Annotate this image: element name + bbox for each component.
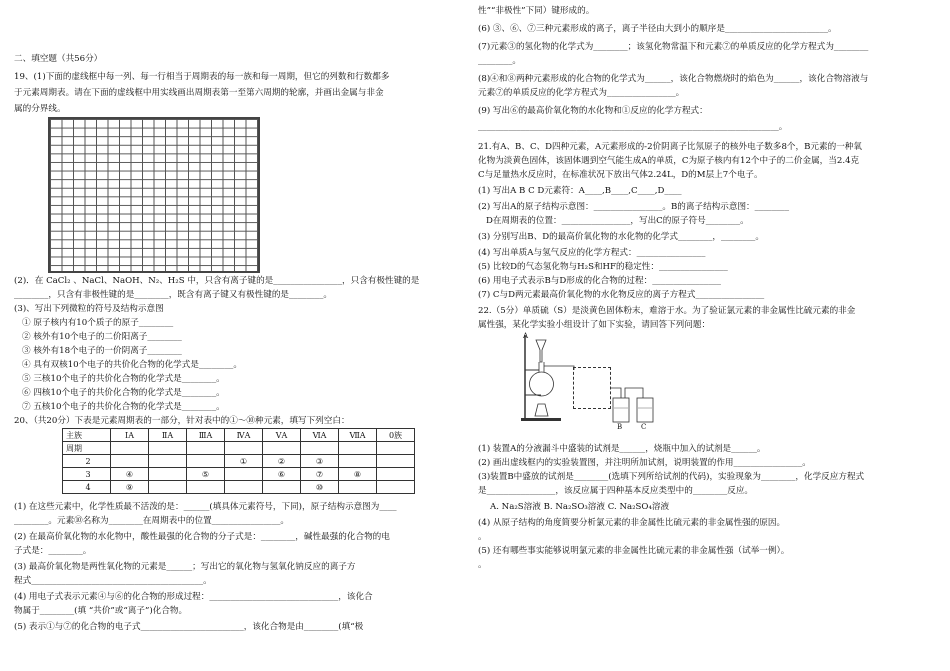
q19b-line: ③ 核外有18个电子的一价阴离子________ [22, 346, 182, 356]
q19b-line: ⑥ 四核10个电子的共价化合物的化学式是________。 [22, 388, 225, 398]
q20-line: (2) 在最高价氧化物的水化物中，酸性最强的化合物的分子式是：________，碱性最强的化合物的电 [14, 532, 390, 542]
empty-cell [111, 442, 149, 455]
q19b-line: ⑤ 三核10个电子的共价化合物的化学式是________。 [22, 374, 225, 384]
q21-line: (5) 比较D的气态氢化物与H₂S和HF的稳定性：________________ [478, 262, 728, 272]
q21-line: (1) 写出A B C D元素符：A____,B____,C____,D____ [478, 186, 682, 196]
table-cell [339, 455, 377, 468]
table-row [63, 442, 415, 455]
table-cell: ⑥ [263, 468, 301, 481]
table-cell [149, 468, 187, 481]
q21-line: (3) 分别写出B、D的最高价氧化物的水化物的化学式________，________。 [478, 232, 764, 242]
q22-question: (3)装置B中盛放的试剂是________(选填下列所给试剂的代码)，实验现象为________，化学反应方程式 [478, 472, 865, 482]
header-cell: ⅠA [111, 429, 149, 442]
q21-line: (6) 用电子式表示B与D形成的化合物的过程：________________ [478, 276, 721, 286]
q21-line: (7) C与D两元素最高价氧化物的水化物反应的离子方程式________________ [478, 290, 765, 300]
table-cell: ⑧ [339, 468, 377, 481]
q19b-line: ② 核外有10个电子的二价阳离子________ [22, 332, 182, 342]
table-cell [377, 481, 415, 494]
q22-question: 是________________，该反应属于四种基本反应类型中的________反应。 [478, 486, 754, 496]
q20-cont-line: (8)④和⑧两种元素形成的化合物的化学式为______，该化合物燃烧时的焰色为______，该化合物溶液与 [478, 74, 869, 84]
q20-line: (1) 在这些元素中，化学性质最不活泼的是：______(填具体元素符号，下同)，原子结构示意图为____ [14, 502, 397, 512]
table-cell [339, 481, 377, 494]
table-cell: ⑩ [301, 481, 339, 494]
table-cell [149, 481, 187, 494]
empty-cell [225, 442, 263, 455]
q21-line: (2) 写出A的原子结构示意图：________________。B的离子结构示意图：________ [478, 202, 790, 212]
q22-line: 属性强，某化学实验小组设计了如下实验，请回答下列问题： [478, 320, 711, 330]
q19-line: 19、(1)下面的虚线框中每一列、每一行相当于周期表的每一族和每一周期，但它的列数和行数都多 [14, 72, 390, 82]
dashed-apparatus-box[interactable] [573, 367, 611, 409]
header-cell: ⅢA [187, 429, 225, 442]
q20-line: 物属于________(填 “共价”或“离子”)化合物。 [14, 606, 188, 616]
q19b-line: ________，只含有非极性键的是________，既含有离子键又有极性键的是________。 [14, 290, 332, 300]
empty-cell [339, 442, 377, 455]
table-cell: ⑤ [187, 468, 225, 481]
q19-line: 于元素周期表。请在下面的虚线框中用实线画出周期表第一至第六周期的轮廓，并画出金属与非金 [14, 88, 384, 98]
header-cell: 0族 [377, 429, 415, 442]
periodic-outline-grid[interactable] [48, 117, 260, 273]
table-cell [225, 481, 263, 494]
q20-line: (4) 用电子式表示元素④与⑥的化合物的形成过程：______________________________，该化合 [14, 592, 373, 602]
table-cell: ③ [301, 455, 339, 468]
q20-line: (5) 表示①与⑦的化合物的电子式________________________，该化合物是由________(填“极 [14, 622, 364, 632]
q20-cont-line: ______________________________________________________________________。 [478, 122, 788, 132]
q20-cont-line: (9) 写出⑥的最高价氧化物的水化物和①反应的化学方程式： [478, 106, 708, 116]
empty-cell [263, 442, 301, 455]
periodic-table [62, 428, 415, 494]
header-cell [63, 429, 111, 442]
table-cell: 4 [63, 481, 111, 494]
q19b-line: (3)、写出下列微粒的符号及结构示意图 [14, 304, 164, 314]
empty-cell [301, 442, 339, 455]
q22-question: (5) 还有哪些事实能够说明氯元素的非金属性比硫元素的非金属性强（试举一例）。 [478, 546, 790, 556]
q20-line: ________。元素⑩名称为________在周期表中的位置________________。 [14, 516, 290, 526]
q20-line: 程式________________________________________。 [14, 576, 212, 586]
q19b-line: (2)．在 CaCl₂ 、NaCl、NaOH、N₂、H₂S 中，只含有离子键的是________________，只含有极性键的是 [14, 276, 420, 286]
q19-line: 属的分界线。 [14, 104, 66, 114]
q22-question: (1) 装置A的分液漏斗中盛装的试剂是______，烧瓶中加入的试剂是______。 [478, 444, 766, 454]
period-label-cell: 周期 [63, 442, 111, 455]
table-cell [263, 481, 301, 494]
table-cell: ① [225, 455, 263, 468]
table-row [63, 481, 415, 494]
q20-cont-line: (7)元素③的氢化物的化学式为________；该氢化物常温下和元素⑦的单质反应的化学方程式为________ [478, 42, 869, 52]
q20-title: 20、（共20分）下表是元素周期表的一部分，针对表中的①～⑩种元素，填写下列空白： [14, 416, 350, 426]
empty-cell [149, 442, 187, 455]
table-cell: ④ [111, 468, 149, 481]
q20-line: (3) 最高价氧化物是两性氧化物的元素是______；写出它的氧化物与氢氧化钠反应的离子方 [14, 562, 356, 572]
header-cell: ⅣA [225, 429, 263, 442]
section-title: 二、填空题（共56分） [14, 54, 103, 64]
q19b-line: ⑦ 五核10个电子的共价化合物的化学式是________。 [22, 402, 225, 412]
label-b: B [617, 423, 623, 431]
q20-cont-line: (6) ③、⑥、⑦三种元素形成的离子，离子半径由大到小的顺序是________________________。 [478, 24, 837, 34]
header-cell: ⅤA [263, 429, 301, 442]
label-a: A [523, 332, 529, 340]
empty-cell [377, 442, 415, 455]
table-header-row [63, 429, 415, 442]
q21-line: D在周期表的位置：________________，写出C的原子符号________。 [486, 216, 749, 226]
q20-cont-line: 元素⑦的单质反应的化学方程式为________________。 [478, 88, 685, 98]
table-cell [377, 468, 415, 481]
q22-answer-line: 。 [478, 532, 487, 542]
table-cell [111, 455, 149, 468]
table-cell: ⑨ [111, 481, 149, 494]
table-cell [187, 455, 225, 468]
table-cell [225, 468, 263, 481]
q22-options: A. Na₂S溶液 B. Na₂SO₃溶液 C. Na₂SO₄溶液 [490, 502, 670, 512]
table-cell [377, 455, 415, 468]
table-cell: 2 [63, 455, 111, 468]
q21-line: C与足量热水反应时，在标准状况下放出气体2.24L，D的M层上7个电子。 [478, 170, 763, 180]
q20-line: 子式是：________。 [14, 546, 92, 556]
label-c: C [641, 423, 647, 431]
empty-cell [187, 442, 225, 455]
table-cell: 3 [63, 468, 111, 481]
q21-line: (4) 写出单质A与氢气反应的化学方程式：________________ [478, 248, 706, 258]
table-cell [149, 455, 187, 468]
q20-cont-line: 性”“非极性”下同）键形成的。 [478, 6, 595, 16]
q19b-line: ④ 具有双核10个电子的共价化合物的化学式是________。 [22, 360, 242, 370]
q22-question: (2) 画出虚线框内的实验装置图，并注明所加试剂，说明装置的作用________________。 [478, 458, 811, 468]
header-cell: ⅥA [301, 429, 339, 442]
q22-line: 22.（5分）单质硫（S）是淡黄色固体粉末，难溶于水。为了验证氯元素的非金属性比硫元素的非金 [478, 306, 856, 316]
q20-cont-line: ________。 [478, 56, 521, 66]
table-cell [187, 481, 225, 494]
table-row [63, 455, 415, 468]
table-cell: ② [263, 455, 301, 468]
q22-question: (4) 从原子结构的角度简要分析氯元素的非金属性比硫元素的非金属性强的原因。 [478, 518, 786, 528]
q21-line: 化物为淡黄色固体，该固体遇到空气能生成A的单质，C为原子核内有12个中子的二价金属，当2.4克 [478, 156, 860, 166]
q19b-line: ① 原子核内有10个质子的原子________ [22, 318, 174, 328]
q22-answer-line: 。 [478, 560, 487, 570]
header-cell: ⅦA [339, 429, 377, 442]
q21-line: 21.有A、B、C、D四种元素，A元素形成的-2价阴离子比氖原子的核外电子数多8个，B元素的一种氧 [478, 142, 862, 152]
table-cell: ⑦ [301, 468, 339, 481]
header-cell: ⅡA [149, 429, 187, 442]
header-group: 主族 [66, 430, 82, 440]
table-row [63, 468, 415, 481]
